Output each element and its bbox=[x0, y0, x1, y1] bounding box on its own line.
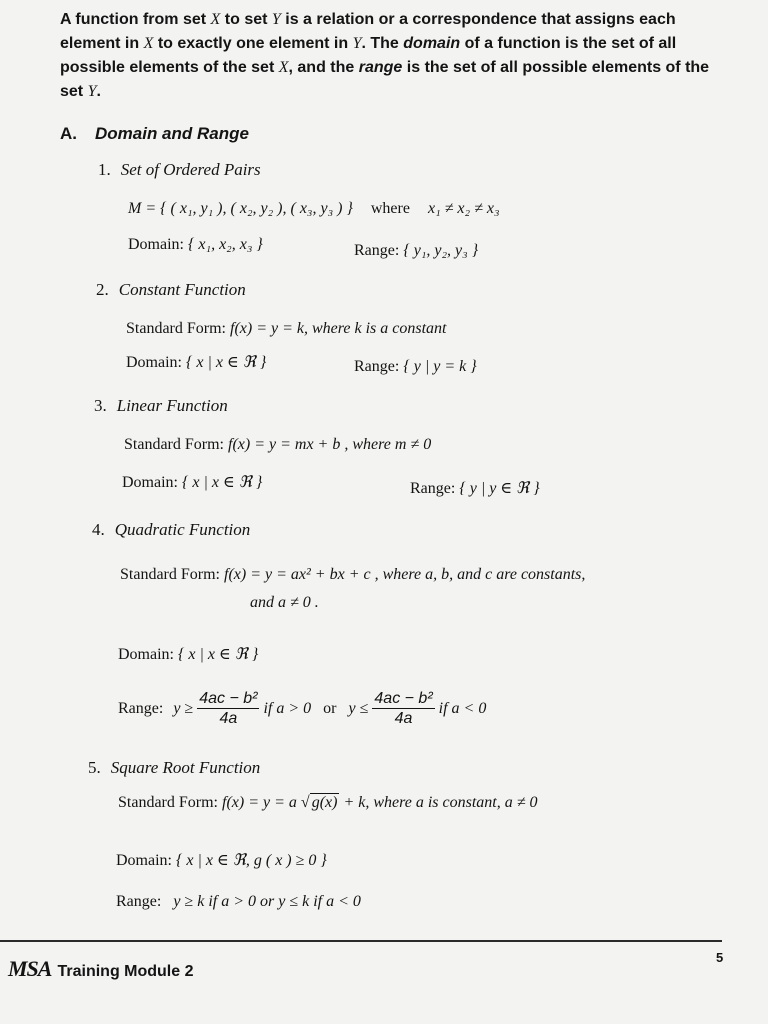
range-label: Range: bbox=[116, 893, 162, 910]
range-label: Range: bbox=[354, 358, 400, 375]
standard-form-line bbox=[118, 794, 538, 812]
fraction-denominator: 4a bbox=[394, 710, 413, 727]
fraction-numerator: 4ac − b² bbox=[199, 690, 258, 707]
domain-value: { x | x ∈ ℜ } bbox=[186, 354, 267, 371]
item-heading bbox=[88, 758, 260, 778]
page-number: 5 bbox=[716, 950, 724, 965]
intro-var: Y bbox=[87, 83, 97, 100]
domain-value: { x | x ∈ ℜ, g ( x ) ≥ 0 } bbox=[176, 852, 327, 869]
condition: x₁ ≠ x₂ ≠ x₃ bbox=[427, 200, 500, 217]
standard-form-value: f(x) = y = ax² + bx + c , where a, b, and c are constants, bbox=[224, 566, 586, 583]
item-heading bbox=[98, 160, 261, 180]
intro-text: to set bbox=[224, 11, 268, 28]
item-title: Set of Ordered Pairs bbox=[120, 160, 261, 179]
domain-value: { x | x ∈ ℜ } bbox=[178, 646, 259, 663]
intro-var: X bbox=[278, 59, 289, 76]
item-number: 4. bbox=[92, 520, 105, 539]
range-inequality: y ≤ bbox=[348, 700, 369, 717]
item-title: Square Root Function bbox=[110, 758, 261, 777]
set-definition: M = { ( x₁, y₁ ), ( x₂, y₂ ), ( x₃, y₃ ) } bbox=[128, 200, 353, 217]
domain-label: Domain: bbox=[116, 852, 172, 869]
domain-label: Domain: bbox=[122, 474, 178, 491]
range-line bbox=[410, 478, 540, 498]
section-label: A. bbox=[60, 124, 77, 143]
standard-form-label: Standard Form: bbox=[124, 436, 224, 453]
range-inequality: y ≥ bbox=[173, 700, 194, 717]
item-heading bbox=[92, 520, 250, 540]
intro-text: A function from set bbox=[60, 11, 207, 28]
intro-paragraph bbox=[60, 8, 715, 104]
item-title: Constant Function bbox=[118, 280, 246, 299]
range-fraction bbox=[197, 690, 259, 728]
square-root: √ g(x) bbox=[300, 794, 338, 811]
intro-text: is a relation or a correspondence that assigns each element in bbox=[60, 11, 676, 52]
intro-text: of a function is the set of all possible elements of the set bbox=[60, 35, 677, 76]
domain-keyword: domain bbox=[403, 35, 461, 52]
set-definition-line bbox=[128, 200, 500, 218]
footer bbox=[8, 956, 194, 982]
range-value: y ≥ k if a > 0 or y ≤ k if a < 0 bbox=[173, 893, 361, 910]
range-condition: if a > 0 bbox=[263, 700, 312, 717]
or-text: or bbox=[323, 700, 337, 717]
standard-form-value: + k, where a is constant, a ≠ 0 bbox=[343, 794, 538, 811]
range-condition: if a < 0 bbox=[438, 700, 487, 717]
standard-form-line bbox=[120, 566, 585, 584]
intro-text: . bbox=[96, 83, 101, 100]
intro-text: to exactly one element in bbox=[157, 35, 349, 52]
range-value: { y | y = k } bbox=[403, 358, 477, 375]
standard-form-label: Standard Form: bbox=[118, 794, 218, 811]
item-number: 1. bbox=[98, 160, 111, 179]
standard-form-line bbox=[126, 320, 447, 338]
intro-var: Y bbox=[352, 35, 362, 52]
footer-title: Training Module 2 bbox=[57, 963, 194, 980]
domain-line bbox=[122, 472, 262, 492]
range-label: Range: bbox=[410, 480, 456, 497]
intro-var: Y bbox=[271, 11, 281, 28]
where-text: where bbox=[370, 200, 410, 217]
range-line bbox=[354, 358, 477, 376]
standard-form-value: f(x) = y = a bbox=[222, 794, 297, 811]
range-value: { y₁, y₂, y₃ } bbox=[403, 242, 479, 259]
range-label: Range: bbox=[354, 242, 400, 259]
msa-logo: MSA bbox=[8, 956, 52, 981]
range-value: { y | y ∈ ℜ } bbox=[459, 480, 540, 497]
intro-text: . The bbox=[361, 35, 399, 52]
intro-var: X bbox=[143, 35, 154, 52]
standard-form-value: f(x) = y = k, where k is a constant bbox=[230, 320, 447, 337]
fraction-numerator: 4ac − b² bbox=[374, 690, 433, 707]
item-heading bbox=[94, 396, 228, 416]
footer-divider bbox=[0, 940, 722, 942]
domain-value: { x | x ∈ ℜ } bbox=[182, 474, 263, 491]
radicand: g(x) bbox=[311, 794, 338, 811]
item-number: 3. bbox=[94, 396, 107, 415]
item-heading bbox=[96, 280, 246, 300]
domain-label: Domain: bbox=[126, 354, 182, 371]
range-line bbox=[118, 690, 486, 728]
standard-form-label: Standard Form: bbox=[120, 566, 220, 583]
standard-form-value: and a ≠ 0 . bbox=[250, 594, 319, 611]
item-title: Quadratic Function bbox=[114, 520, 251, 539]
domain-label: Domain: bbox=[128, 236, 184, 253]
range-fraction bbox=[372, 690, 434, 728]
range-keyword: range bbox=[358, 59, 403, 76]
domain-value: { x₁, x₂, x₃ } bbox=[188, 236, 263, 253]
domain-line bbox=[118, 644, 258, 664]
fraction-denominator: 4a bbox=[219, 710, 238, 727]
domain-label: Domain: bbox=[118, 646, 174, 663]
domain-line bbox=[128, 236, 263, 254]
domain-line bbox=[126, 352, 266, 372]
item-title: Linear Function bbox=[116, 396, 228, 415]
intro-var: X bbox=[210, 11, 221, 28]
standard-form-line bbox=[124, 436, 431, 454]
standard-form-value: f(x) = y = mx + b , where m ≠ 0 bbox=[228, 436, 432, 453]
range-line bbox=[354, 242, 478, 260]
section-heading bbox=[60, 124, 249, 144]
intro-text: , and the bbox=[288, 59, 355, 76]
item-number: 2. bbox=[96, 280, 109, 299]
range-line bbox=[116, 893, 361, 911]
standard-form-label: Standard Form: bbox=[126, 320, 226, 337]
section-title: Domain and Range bbox=[95, 124, 249, 143]
domain-line bbox=[116, 850, 327, 870]
range-label: Range: bbox=[118, 700, 164, 717]
intro-text: is the set of all possible elements of the set bbox=[60, 59, 710, 100]
item-number: 5. bbox=[88, 758, 101, 777]
standard-form-continuation bbox=[250, 594, 319, 612]
